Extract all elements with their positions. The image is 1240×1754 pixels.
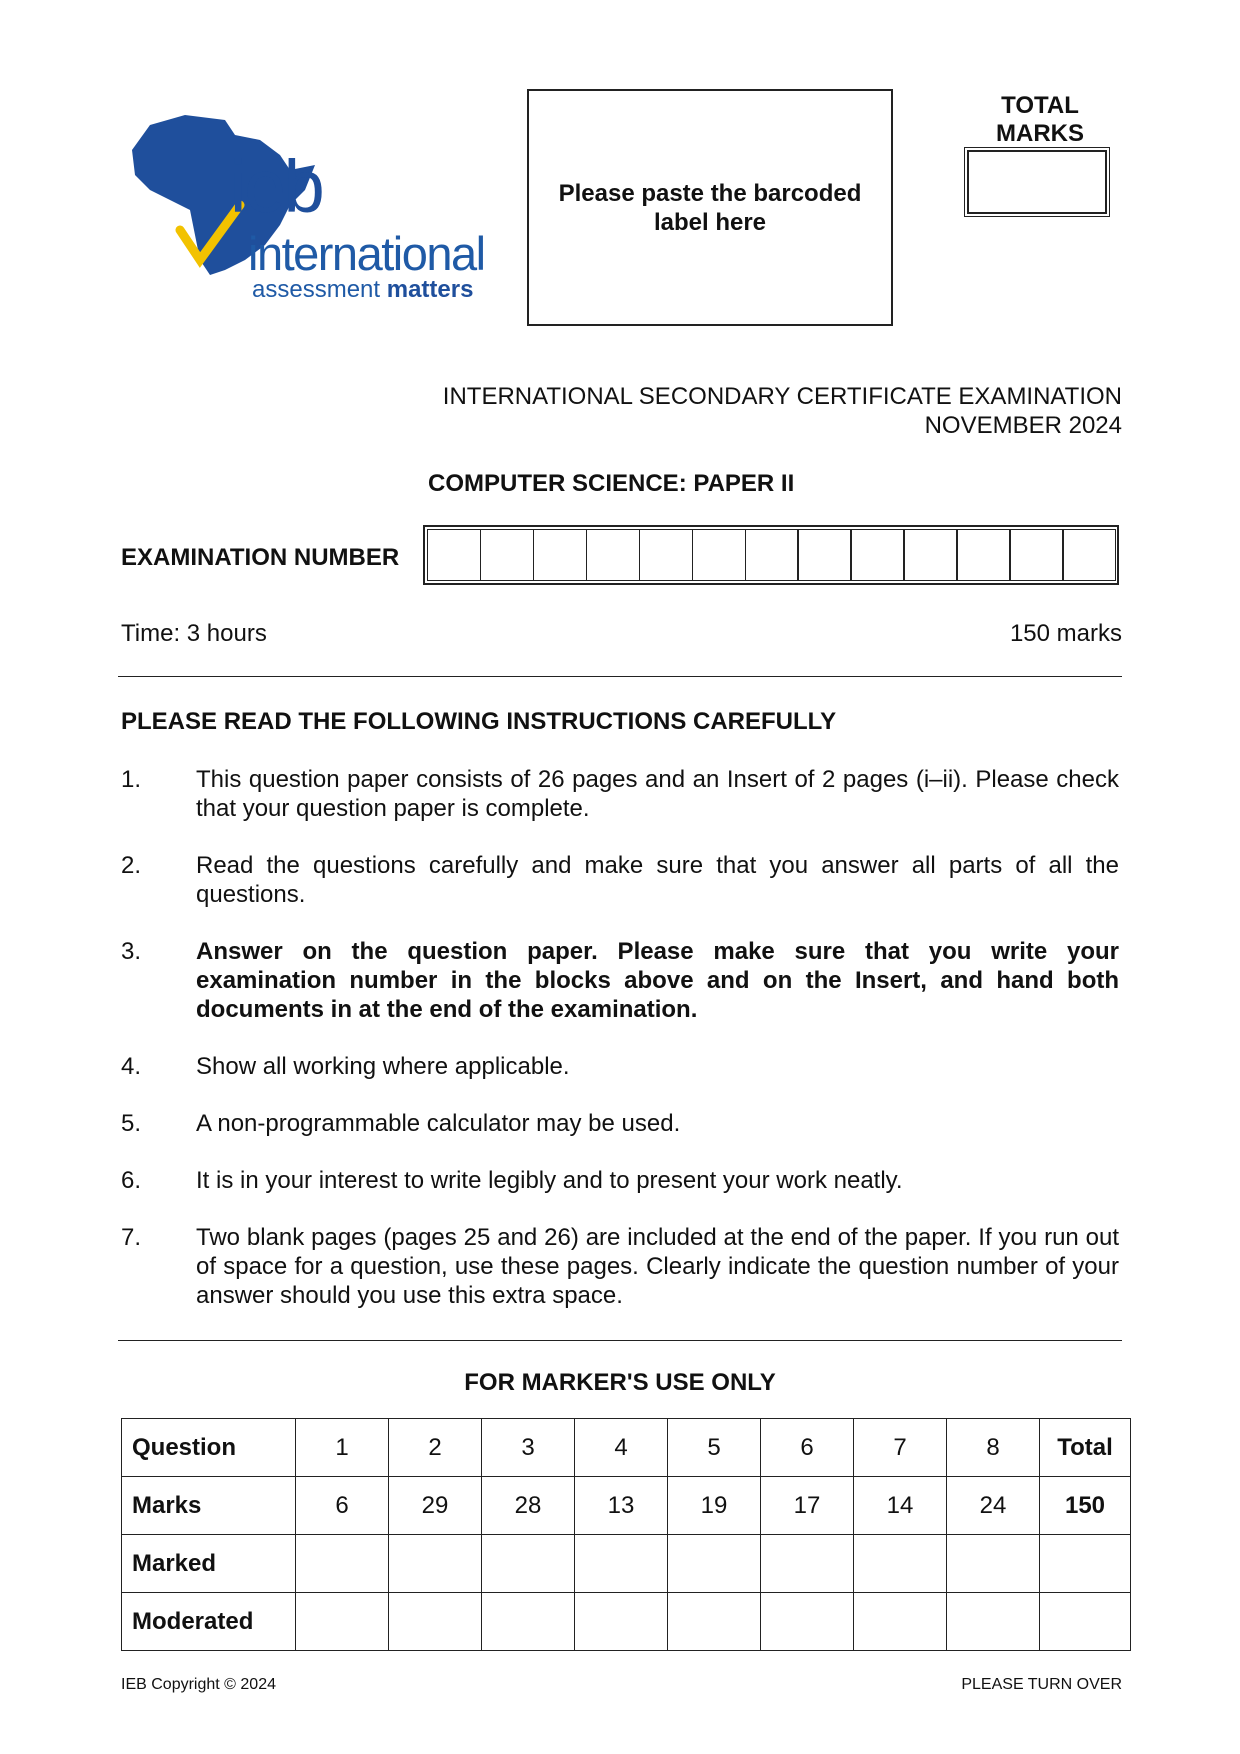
logo-international-text: international: [248, 227, 485, 280]
instruction-text: It is in your interest to write legibly and to present your work neatly.: [196, 1167, 903, 1194]
total-marks-value: 150: [1040, 1477, 1131, 1535]
instruction-text: This question paper consists of 26 pages and an Insert of 2 pages (i–ii). Please check that your question paper is complete.: [196, 766, 1119, 822]
moderated-cell[interactable]: [389, 1593, 482, 1651]
row-label: Marked: [122, 1535, 296, 1593]
question-marks: 14: [854, 1477, 947, 1535]
instruction-item: [121, 851, 1119, 909]
barcode-label-box: [527, 89, 893, 326]
instruction-item: [121, 1166, 1119, 1195]
moderated-cell[interactable]: [668, 1593, 761, 1651]
marked-total-cell[interactable]: [1040, 1535, 1131, 1593]
total-marks-text: 150 marks: [1009, 620, 1122, 647]
total-marks-label: TOTAL MARKS: [996, 92, 1084, 147]
question-marks: 19: [668, 1477, 761, 1535]
instruction-text: A non-programmable calculator may be used.: [196, 1110, 681, 1137]
question-number: 1: [296, 1419, 389, 1477]
question-number: 8: [947, 1419, 1040, 1477]
instruction-text: Answer on the question paper. Please make sure that you write your examination number in the blocks above and on the Insert, and hand both documents in at the end of the examination.: [196, 938, 1119, 1023]
marker-table: [121, 1418, 1131, 1651]
total-header: Total: [1040, 1419, 1131, 1477]
table-row: [122, 1535, 1131, 1593]
question-marks: 17: [761, 1477, 854, 1535]
exam-number-cell[interactable]: [480, 529, 534, 581]
moderated-cell[interactable]: [947, 1593, 1040, 1651]
question-marks: 6: [296, 1477, 389, 1535]
exam-number-label: EXAMINATION NUMBER: [121, 544, 400, 571]
instruction-number: 7.: [121, 1224, 142, 1251]
question-marks: 24: [947, 1477, 1040, 1535]
instruction-number: 2.: [121, 852, 142, 879]
time-allowed: Time: 3 hours: [121, 620, 267, 647]
barcode-label-text: Please paste the barcoded label here: [558, 179, 862, 236]
exam-number-cell[interactable]: [745, 529, 799, 581]
exam-number-cell[interactable]: [797, 529, 851, 581]
instruction-number: 3.: [121, 938, 142, 965]
exam-number-boxes: [423, 525, 1119, 585]
table-row: [122, 1477, 1131, 1535]
question-number: 2: [389, 1419, 482, 1477]
table-row: [122, 1419, 1131, 1477]
divider: [118, 1340, 1122, 1341]
question-number: 7: [854, 1419, 947, 1477]
exam-date: NOVEMBER 2024: [924, 412, 1122, 439]
divider: [118, 676, 1122, 677]
question-number: 6: [761, 1419, 854, 1477]
ieb-logo: [130, 110, 500, 310]
marked-cell[interactable]: [947, 1535, 1040, 1593]
moderated-cell[interactable]: [482, 1593, 575, 1651]
marked-cell[interactable]: [296, 1535, 389, 1593]
total-marks-box[interactable]: [967, 150, 1107, 214]
marker-heading: FOR MARKER'S USE ONLY: [464, 1369, 776, 1396]
instruction-text: Two blank pages (pages 25 and 26) are included at the end of the paper. If you run out of space for a question, use these pages. Clearly indicate the question number of your answer should you use this extra space.: [196, 1224, 1119, 1309]
marked-cell[interactable]: [389, 1535, 482, 1593]
instruction-item: [121, 1052, 1119, 1081]
instruction-text: Read the questions carefully and make sure that you answer all parts of all the questions.: [196, 852, 1119, 908]
instruction-text: Show all working where applicable.: [196, 1053, 570, 1080]
logo-ieb-text: ieb: [230, 145, 323, 228]
moderated-cell[interactable]: [296, 1593, 389, 1651]
row-label: Moderated: [122, 1593, 296, 1651]
marked-cell[interactable]: [575, 1535, 668, 1593]
exam-number-cell[interactable]: [692, 529, 746, 581]
instruction-item: [121, 937, 1119, 1024]
paper-title: COMPUTER SCIENCE: PAPER II: [428, 470, 795, 497]
moderated-cell[interactable]: [575, 1593, 668, 1651]
question-number: 5: [668, 1419, 761, 1477]
marked-cell[interactable]: [668, 1535, 761, 1593]
exam-number-cell[interactable]: [533, 529, 587, 581]
exam-number-cell[interactable]: [956, 529, 1010, 581]
instruction-number: 1.: [121, 766, 142, 793]
footer-copyright: IEB Copyright © 2024: [121, 1676, 276, 1693]
logo-tagline: assessment matters: [252, 276, 474, 303]
footer-turn-over: PLEASE TURN OVER: [961, 1676, 1122, 1693]
moderated-cell[interactable]: [854, 1593, 947, 1651]
exam-number-cell[interactable]: [903, 529, 957, 581]
question-number: 4: [575, 1419, 668, 1477]
exam-number-cell[interactable]: [1009, 529, 1063, 581]
instruction-item: [121, 765, 1119, 823]
marked-cell[interactable]: [761, 1535, 854, 1593]
instruction-number: 4.: [121, 1053, 142, 1080]
marked-cell[interactable]: [482, 1535, 575, 1593]
question-marks: 29: [389, 1477, 482, 1535]
row-label: Question: [122, 1419, 296, 1477]
row-label: Marks: [122, 1477, 296, 1535]
exam-number-cell[interactable]: [1062, 529, 1116, 581]
instructions-list: [121, 765, 1119, 1338]
instruction-number: 5.: [121, 1110, 142, 1137]
exam-number-cell[interactable]: [850, 529, 904, 581]
instruction-number: 6.: [121, 1167, 142, 1194]
question-marks: 13: [575, 1477, 668, 1535]
instructions-heading: PLEASE READ THE FOLLOWING INSTRUCTIONS CAREFULLY: [121, 708, 837, 735]
question-number: 3: [482, 1419, 575, 1477]
instruction-item: [121, 1109, 1119, 1138]
moderated-total-cell[interactable]: [1040, 1593, 1131, 1651]
instruction-item: [121, 1223, 1119, 1310]
exam-number-cell[interactable]: [586, 529, 640, 581]
exam-title: INTERNATIONAL SECONDARY CERTIFICATE EXAMINATION: [442, 383, 1122, 410]
marked-cell[interactable]: [854, 1535, 947, 1593]
table-row: [122, 1593, 1131, 1651]
moderated-cell[interactable]: [761, 1593, 854, 1651]
exam-number-cell[interactable]: [639, 529, 693, 581]
exam-number-cell[interactable]: [427, 529, 481, 581]
question-marks: 28: [482, 1477, 575, 1535]
